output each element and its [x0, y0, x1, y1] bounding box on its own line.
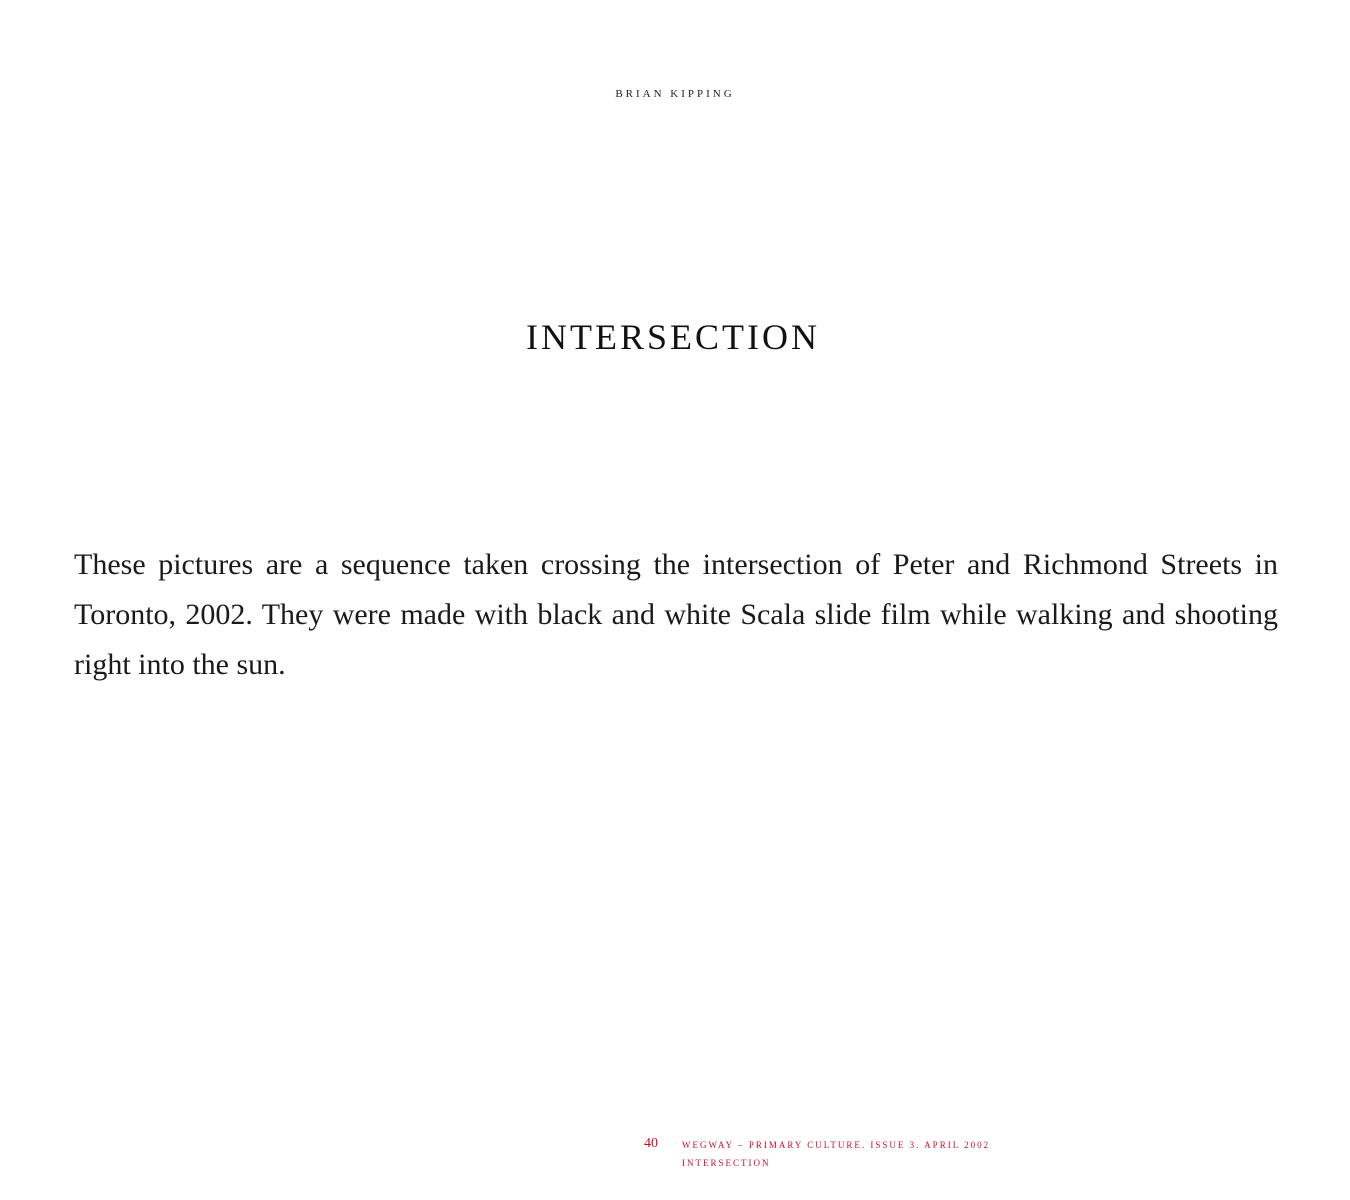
article-title: INTERSECTION [526, 317, 820, 357]
article-body: These pictures are a sequence taken crossing the intersection of Peter and Richmond Streets in Toronto, 2002. They were made with black and white Scala slide film while walking and shooting right into the sun. [74, 548, 1278, 681]
author-header: BRIAN KIPPING [615, 88, 735, 100]
section-line: INTERSECTION [682, 1158, 771, 1168]
publication-line: WEGWAY – PRIMARY CULTURE. ISSUE 3. APRIL 2002 [682, 1140, 991, 1150]
page-number: 40 [644, 1136, 658, 1151]
